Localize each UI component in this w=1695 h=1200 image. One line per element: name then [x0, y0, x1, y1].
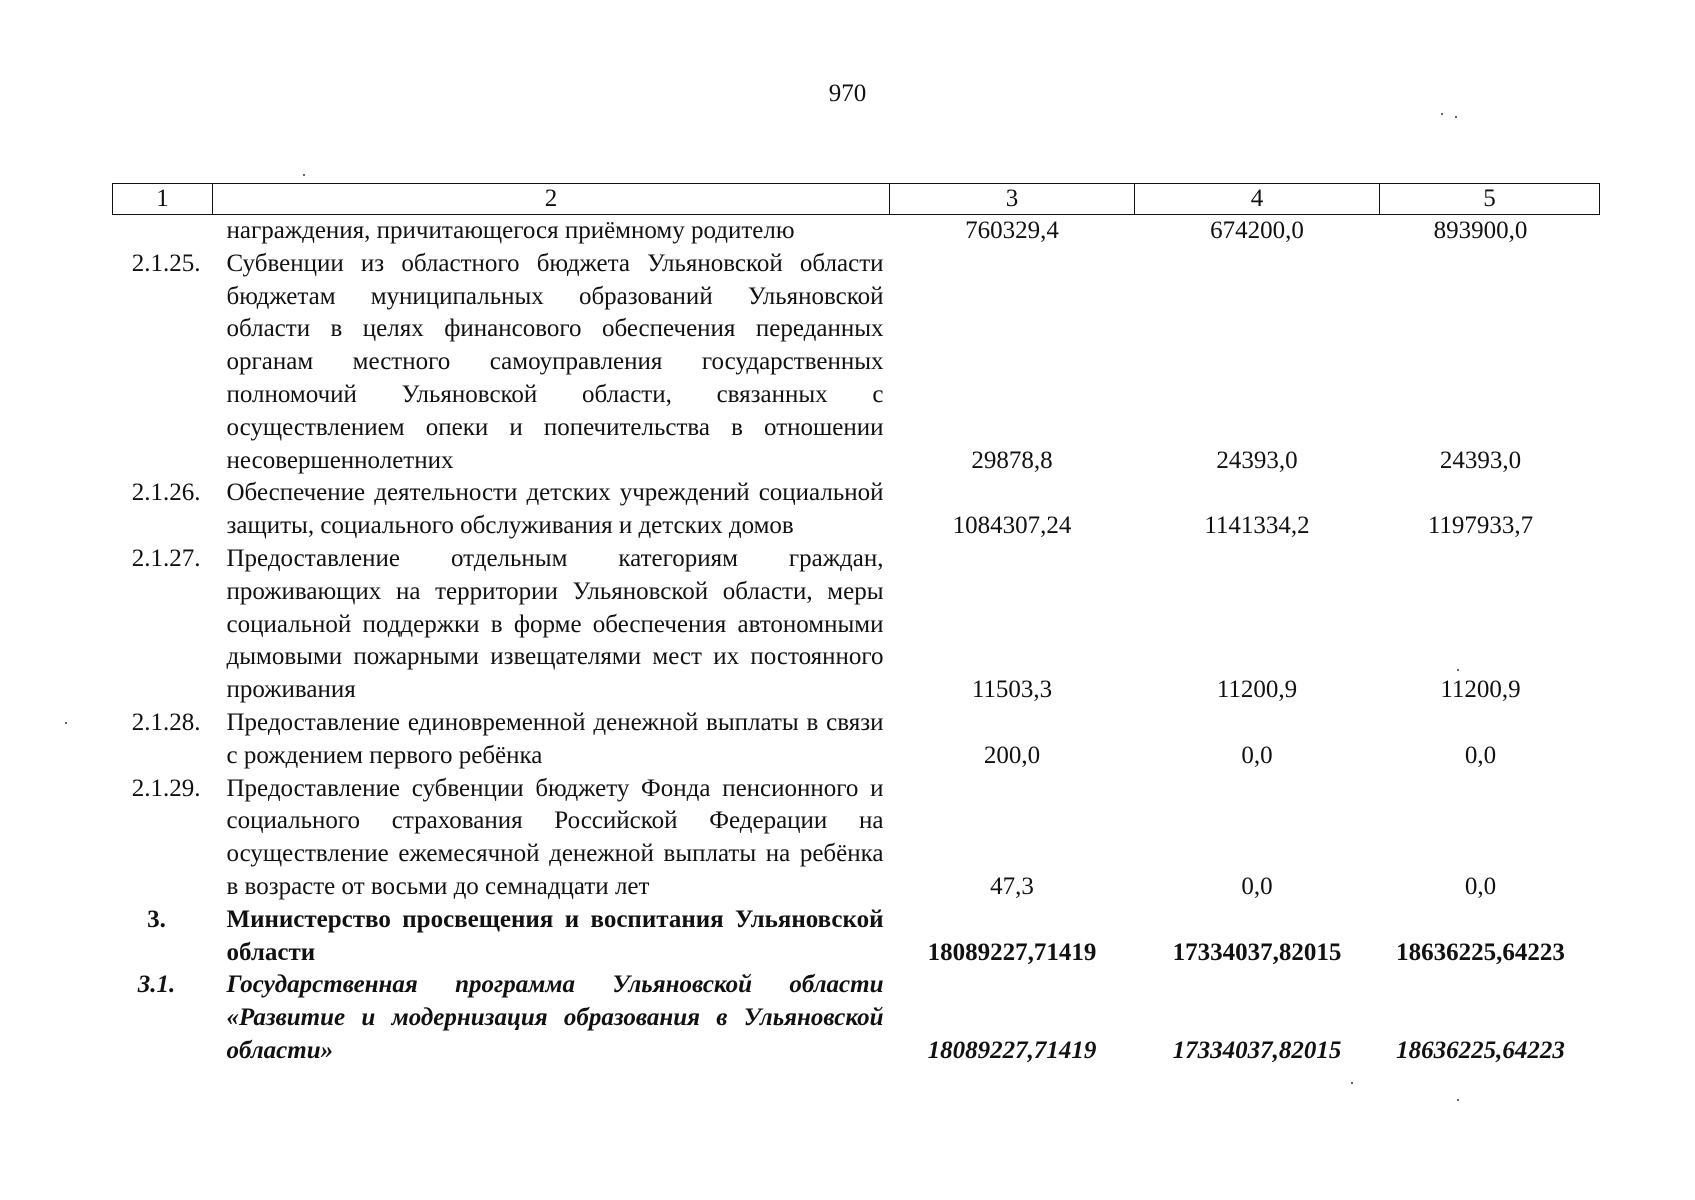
- row-number: 3.: [147, 905, 166, 933]
- value-col-3: 47,3: [990, 872, 1034, 900]
- value-col-4: 0,0: [1241, 741, 1273, 769]
- row-description: Субвенции из областного бюджета Ульяновской области бюджетам муниципальных образований Ульяновской области в целях финансового обеспечения переданных органам местного самоуправления государственных полномочий Ульяновской области, связанных с осуществлением опеки и попечительства в отношении несовершеннолетних: [226, 249, 884, 474]
- scan-speck: [303, 174, 305, 176]
- row-number: 2.1.29.: [131, 774, 201, 802]
- budget-table: [112, 183, 1600, 1068]
- table-row: [113, 215, 1600, 248]
- table-row-ministry: [113, 904, 1600, 970]
- value-col-5: 893900,0: [1433, 217, 1528, 244]
- row-number: [113, 215, 213, 248]
- table-row: [113, 773, 1600, 904]
- value-col-4: 24393,0: [1216, 446, 1298, 474]
- column-header: 5: [1380, 184, 1600, 215]
- value-col-4: 11200,9: [1216, 676, 1298, 704]
- value-col-3: 18089227,71419: [927, 1036, 1097, 1064]
- value-col-4: 17334037,82015: [1172, 1036, 1342, 1064]
- row-description: Предоставление единовременной денежной выплаты в связи с рождением первого ребёнка: [226, 708, 884, 769]
- value-col-5: 0,0: [1464, 872, 1497, 900]
- value-col-5: 11200,9: [1440, 676, 1521, 704]
- row-number: 2.1.25.: [131, 249, 201, 277]
- row-description: Предоставление отдельным категориям граждан, проживающих на территории Ульяновской области, меры социальной поддержки в форме обеспечения автономными дымовыми пожарными извещателями мест их постоянного проживания: [226, 544, 884, 704]
- row-description: Министерство просвещения и воспитания Ульяновской области: [226, 905, 884, 966]
- header-row: [113, 184, 1600, 215]
- row-number: 2.1.28.: [131, 708, 201, 736]
- row-description: Государственная программа Ульяновской области «Развитие и модернизация образования в Ульяновской области»: [226, 971, 884, 1064]
- column-header: 2: [213, 184, 890, 215]
- column-header: 1: [113, 184, 213, 215]
- value-col-3: 11503,3: [971, 676, 1053, 704]
- row-number: 2.1.26.: [131, 479, 201, 507]
- value-col-4: 674200,0: [1210, 217, 1304, 244]
- value-col-5: 1197933,7: [1427, 512, 1534, 540]
- column-header: 3: [890, 184, 1135, 215]
- table-row-program: [113, 969, 1600, 1067]
- scan-speck: [1457, 1099, 1459, 1101]
- value-col-5: 0,0: [1464, 741, 1497, 769]
- row-number: 2.1.27.: [131, 544, 201, 572]
- scan-speck: [65, 722, 67, 724]
- row-description: Обеспечение деятельности детских учреждений социальной защиты, социального обслуживания и детских домов: [226, 479, 884, 540]
- scan-speck: [1455, 116, 1457, 118]
- table-row: [113, 248, 1600, 478]
- scan-speck: [1441, 113, 1443, 115]
- row-description: награждения, причитающегося приёмному родителю: [226, 217, 795, 244]
- value-col-4: 1141334,2: [1204, 512, 1310, 540]
- table-row: [113, 543, 1600, 707]
- row-number: 3.1.: [137, 971, 176, 999]
- value-col-4: 0,0: [1241, 872, 1273, 900]
- value-col-5: 24393,0: [1439, 446, 1522, 474]
- value-col-3: 29878,8: [971, 446, 1053, 474]
- value-col-5: 18636225,64223: [1396, 1036, 1565, 1064]
- row-description: Предоставление субвенции бюджету Фонда пенсионного и социального страхования Российской Федерации на осуществление ежемесячной денежной выплаты на ребёнка в возрасте от восьми до семнадцати лет: [226, 774, 884, 900]
- scan-speck: [1351, 1082, 1353, 1084]
- value-col-3: 1084307,24: [952, 512, 1072, 540]
- value-col-3: 760329,4: [965, 217, 1059, 244]
- value-col-3: 200,0: [983, 741, 1041, 769]
- column-header: 4: [1135, 184, 1380, 215]
- table-row: [113, 477, 1600, 543]
- table-row: [113, 707, 1600, 773]
- page-number: 970: [828, 80, 867, 107]
- value-col-3: 18089227,71419: [927, 938, 1097, 966]
- value-col-5: 18636225,64223: [1396, 938, 1565, 966]
- value-col-4: 17334037,82015: [1172, 938, 1342, 966]
